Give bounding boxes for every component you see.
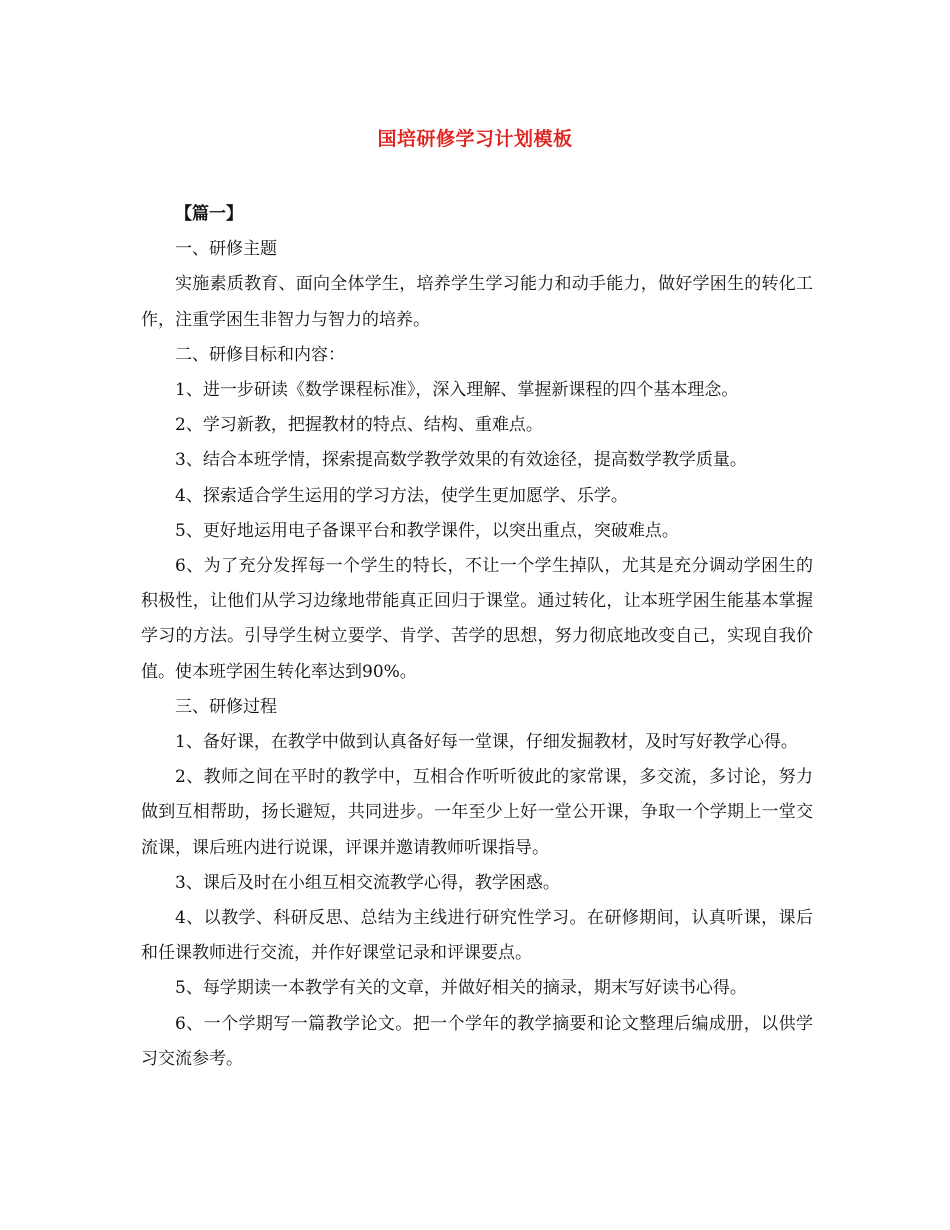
- paragraph: 实施素质教育、面向全体学生，培养学生学习能力和动手能力，做好学困生的转化工作，注重学困生非智力与智力的培养。: [141, 274, 813, 330]
- paragraph: 5、更好地运用电子备课平台和教学课件，以突出重点，突破难点。: [175, 520, 679, 541]
- document-title: 国培研修学习计划模板: [377, 128, 573, 150]
- paragraph: 3、课后及时在小组互相交流教学心得，教学困惑。: [175, 872, 560, 893]
- heading-research-process: 三、研修过程: [175, 696, 277, 717]
- paragraph: 6、为了充分发挥每一个学生的特长，不让一个学生掉队，尤其是充分调动学困生的积极性，让他们从学习边缘地带能真正回归于课堂。通过转化，让本班学困生能基本掌握学习的方法。引导学生树立要学、肯学、苦学的思想，努力彻底地改变自己，实现自我价值。使本班学困生转化率达到90%。: [141, 556, 813, 682]
- paragraph: 6、一个学期写一篇教学论文。把一个学年的教学摘要和论文整理后编成册，以供学习交流参考。: [141, 1013, 813, 1069]
- paragraph: 1、备好课，在教学中做到认真备好每一堂课，仔细发掘教材，及时写好教学心得。: [175, 732, 798, 753]
- heading-research-theme: 一、研修主题: [175, 239, 277, 260]
- paragraph: 4、探索适合学生运用的学习方法，使学生更加愿学、乐学。: [175, 485, 628, 506]
- heading-goals-content: 二、研修目标和内容：: [175, 344, 345, 365]
- paragraph: 4、以教学、科研反思、总结为主线进行研究性学习。在研修期间，认真听课，课后和任课教师进行交流，并作好课堂记录和评课要点。: [141, 908, 813, 964]
- document-body: [141, 197, 813, 1077]
- paragraph: 2、学习新教，把握教材的特点、结构、重难点。: [175, 415, 543, 436]
- paragraph: 1、进一步研读《数学课程标准》，深入理解、掌握新课程的四个基本理念。: [175, 380, 739, 401]
- paragraph: 3、结合本班学情，探索提高数学教学效果的有效途径，提高数学教学质量。: [175, 450, 747, 471]
- paragraph: 2、教师之间在平时的教学中，互相合作听听彼此的家常课，多交流，多讨论，努力做到互相帮助，扬长避短，共同进步。一年至少上好一堂公开课，争取一个学期上一堂交流课，课后班内进行说课，评课并邀请教师听课指导。: [141, 767, 813, 858]
- section-label: 【篇一】: [175, 204, 243, 224]
- paragraph: 5、每学期读一本教学有关的文章，并做好相关的摘录，期末写好读书心得。: [175, 978, 747, 999]
